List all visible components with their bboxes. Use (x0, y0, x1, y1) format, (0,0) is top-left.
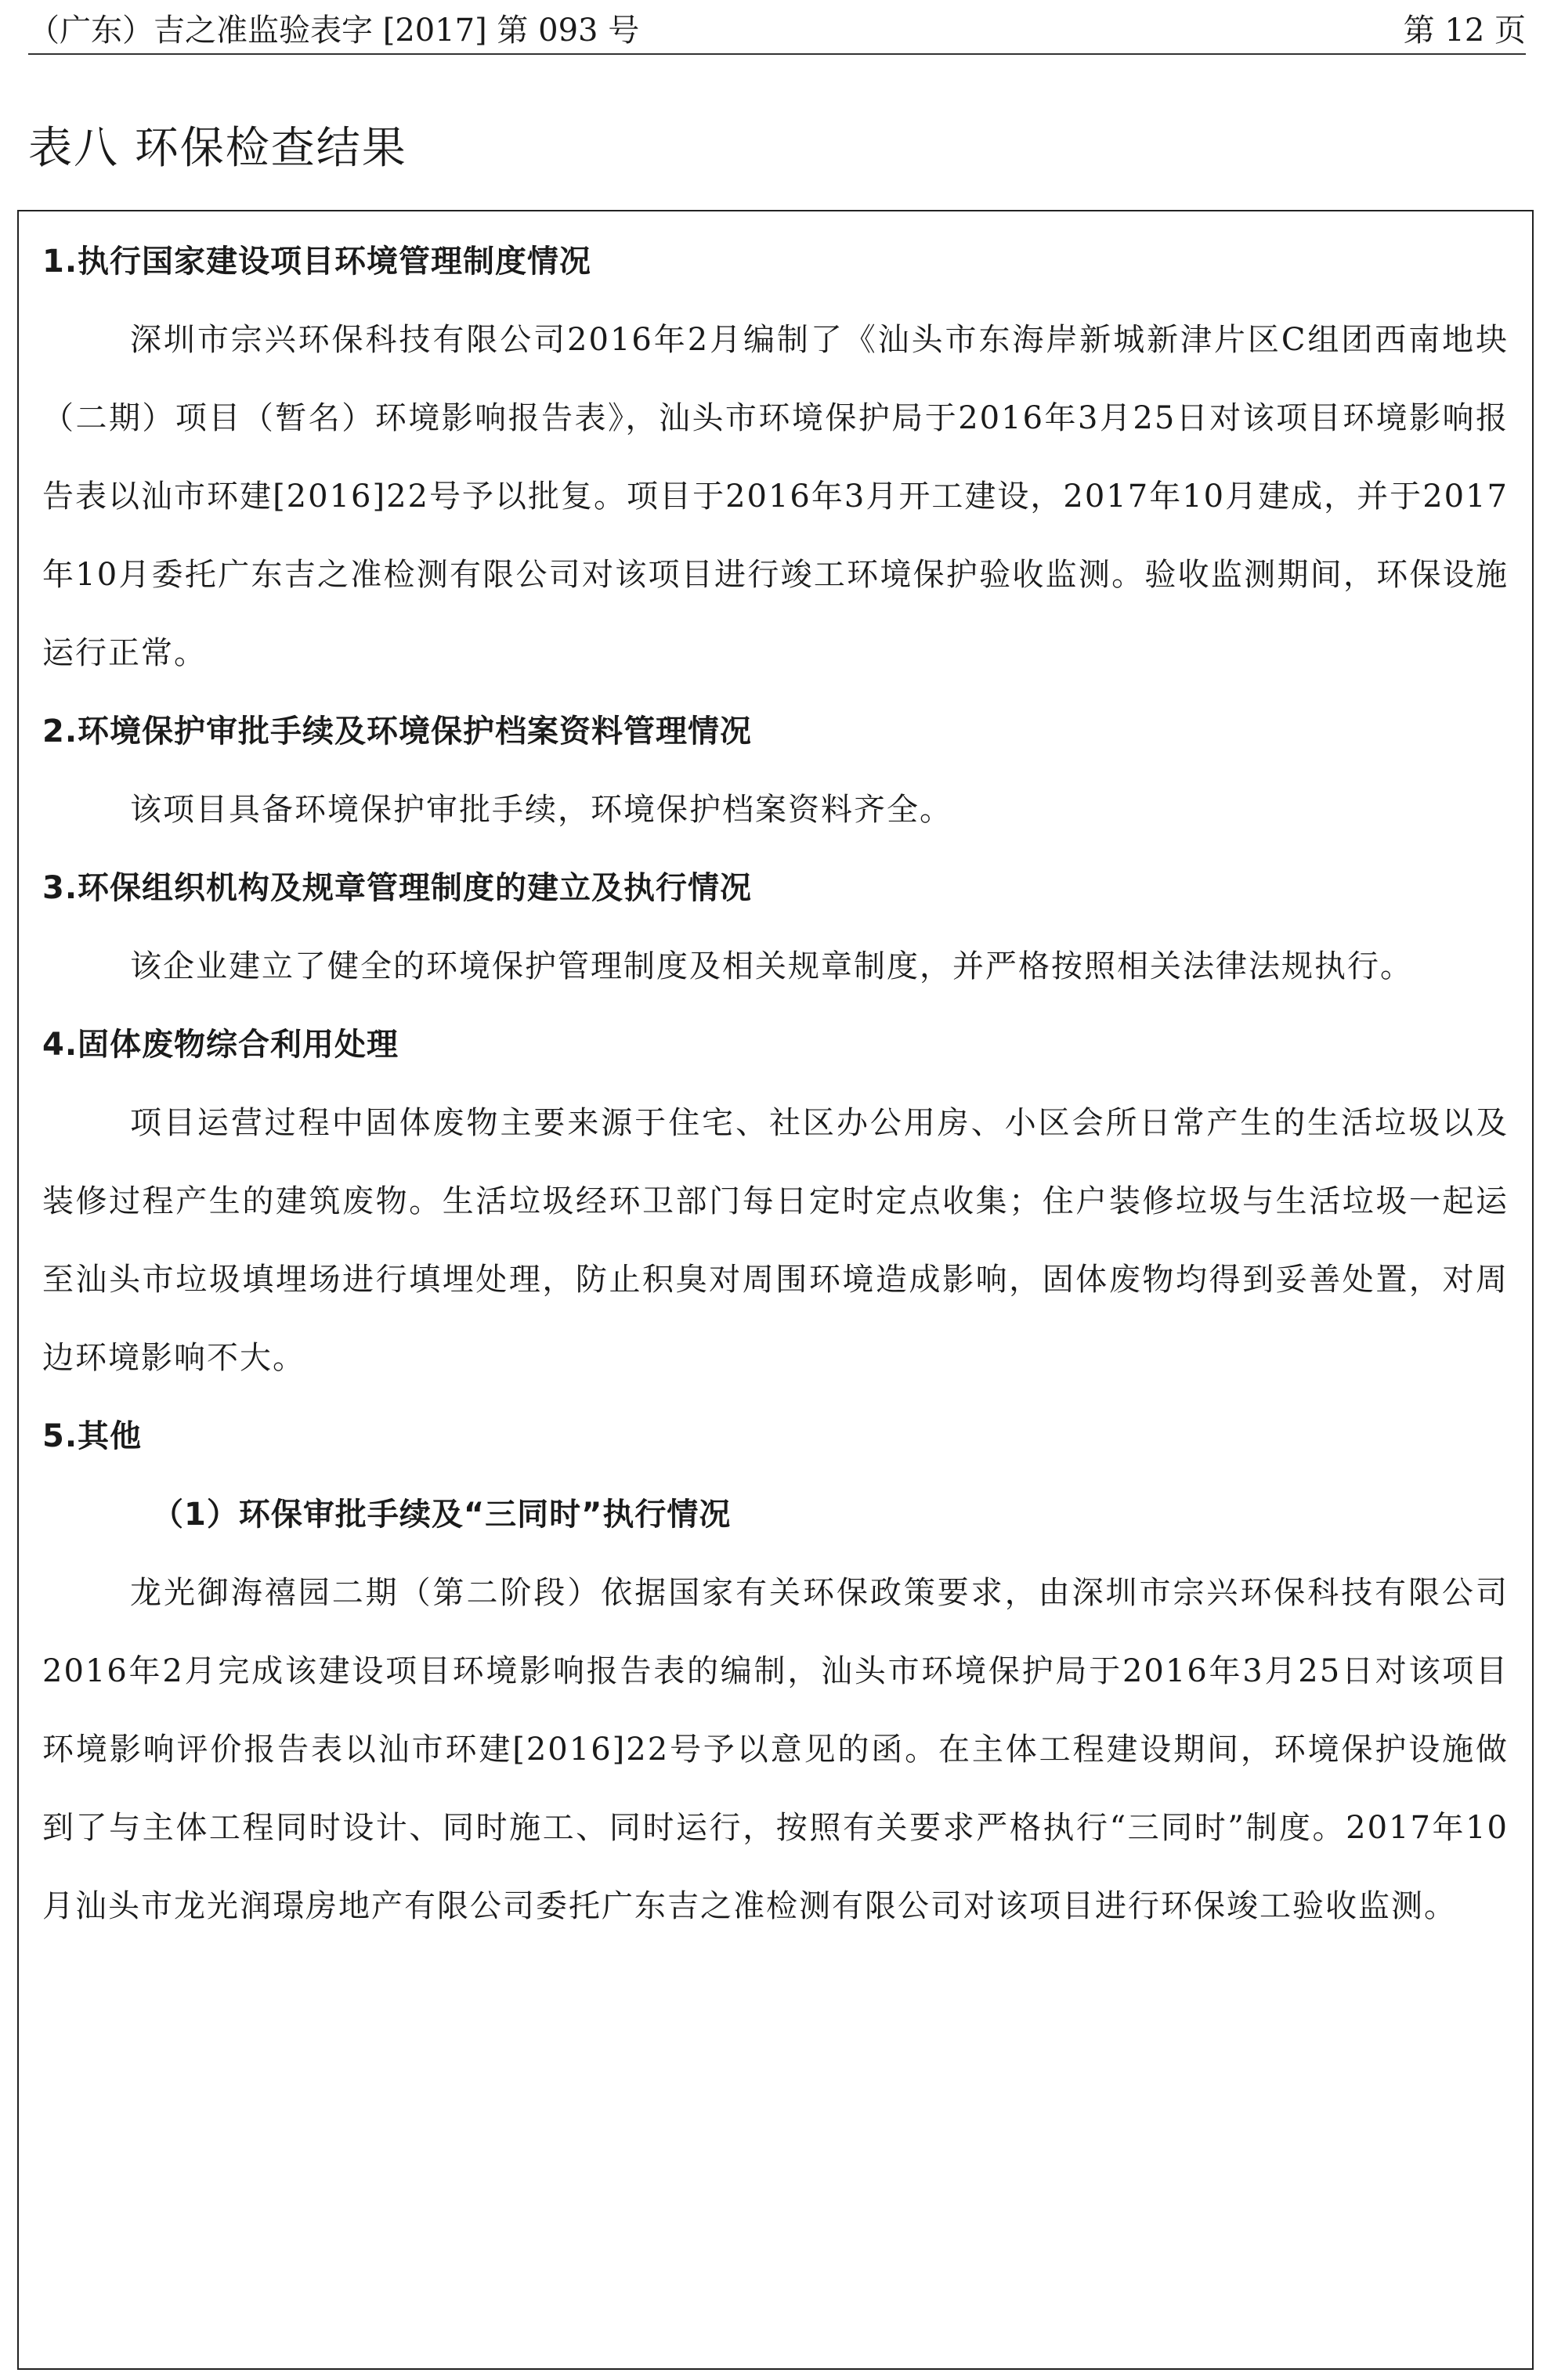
item-1-paragraph: 深圳市宗兴环保科技有限公司2016年2月编制了《汕头市东海岸新城新津片区C组团西南地块（二期）项目（暂名）环境影响报告表》，汕头市环境保护局于2016年3月25日对该项目环境影响报告表以汕市环建[2016]22号予以批复。项目于2016年3月开工建设，2017年10月建成，并于2017年10月委托广东吉之准检测有限公司对该项目进行竣工环境保护验收监测。验收监测期间，环保设施运行正常。 (42, 322, 1509, 671)
item-5-heading: 5.其他 (42, 1418, 143, 1454)
item-1 (42, 222, 1509, 692)
item-4-heading: 4.固体废物综合利用处理 (42, 1027, 399, 1063)
item-3-paragraph: 该企业建立了健全的环境保护管理制度及相关规章制度，并严格按照相关法律法规执行。 (130, 948, 1413, 984)
item-5-paragraph: 龙光御海禧园二期（第二阶段）依据国家有关环保政策要求，由深圳市宗兴环保科技有限公司2016年2月完成该建设项目环境影响报告表的编制，汕头市环境保护局于2016年3月25日对该项目环境影响评价报告表以汕市环建[2016]22号予以意见的函。在主体工程建设期间，环境保护设施做到了与主体工程同时设计、同时施工、同时运行，按照有关要求严格执行“三同时”制度。2017年10月汕头市龙光润璟房地产有限公司委托广东吉之准检测有限公司对该项目进行环保竣工验收监测。 (42, 1575, 1509, 1924)
item-5 (42, 1397, 1509, 1945)
document-number: （广东）吉之准监验表字 [2017] 第 093 号 (28, 13, 640, 49)
item-1-heading: 1.执行国家建设项目环境管理制度情况 (42, 244, 592, 280)
item-4 (42, 1006, 1509, 1397)
inspection-results-box (17, 210, 1534, 2370)
page-header (28, 8, 1526, 55)
item-2-paragraph: 该项目具备环境保护审批手续，环境保护档案资料齐全。 (130, 792, 952, 828)
section-title: 表八 环保检查结果 (28, 123, 407, 174)
item-2 (42, 692, 1509, 849)
item-5-subheading: （1）环保审批手续及“三同时”执行情况 (152, 1497, 732, 1533)
item-3 (42, 849, 1509, 1006)
item-4-paragraph: 项目运营过程中固体废物主要来源于住宅、社区办公用房、小区会所日常产生的生活垃圾以及装修过程产生的建筑废物。生活垃圾经环卫部门每日定时定点收集；住户装修垃圾与生活垃圾一起运至汕头市垃圾填埋场进行填埋处理，防止积臭对周围环境造成影响，固体废物均得到妥善处置，对周边环境影响不大。 (42, 1105, 1509, 1376)
item-3-heading: 3.环保组织机构及规章管理制度的建立及执行情况 (42, 870, 753, 906)
item-2-heading: 2.环境保护审批手续及环境保护档案资料管理情况 (42, 713, 753, 749)
page-number: 第 12 页 (1403, 13, 1526, 49)
